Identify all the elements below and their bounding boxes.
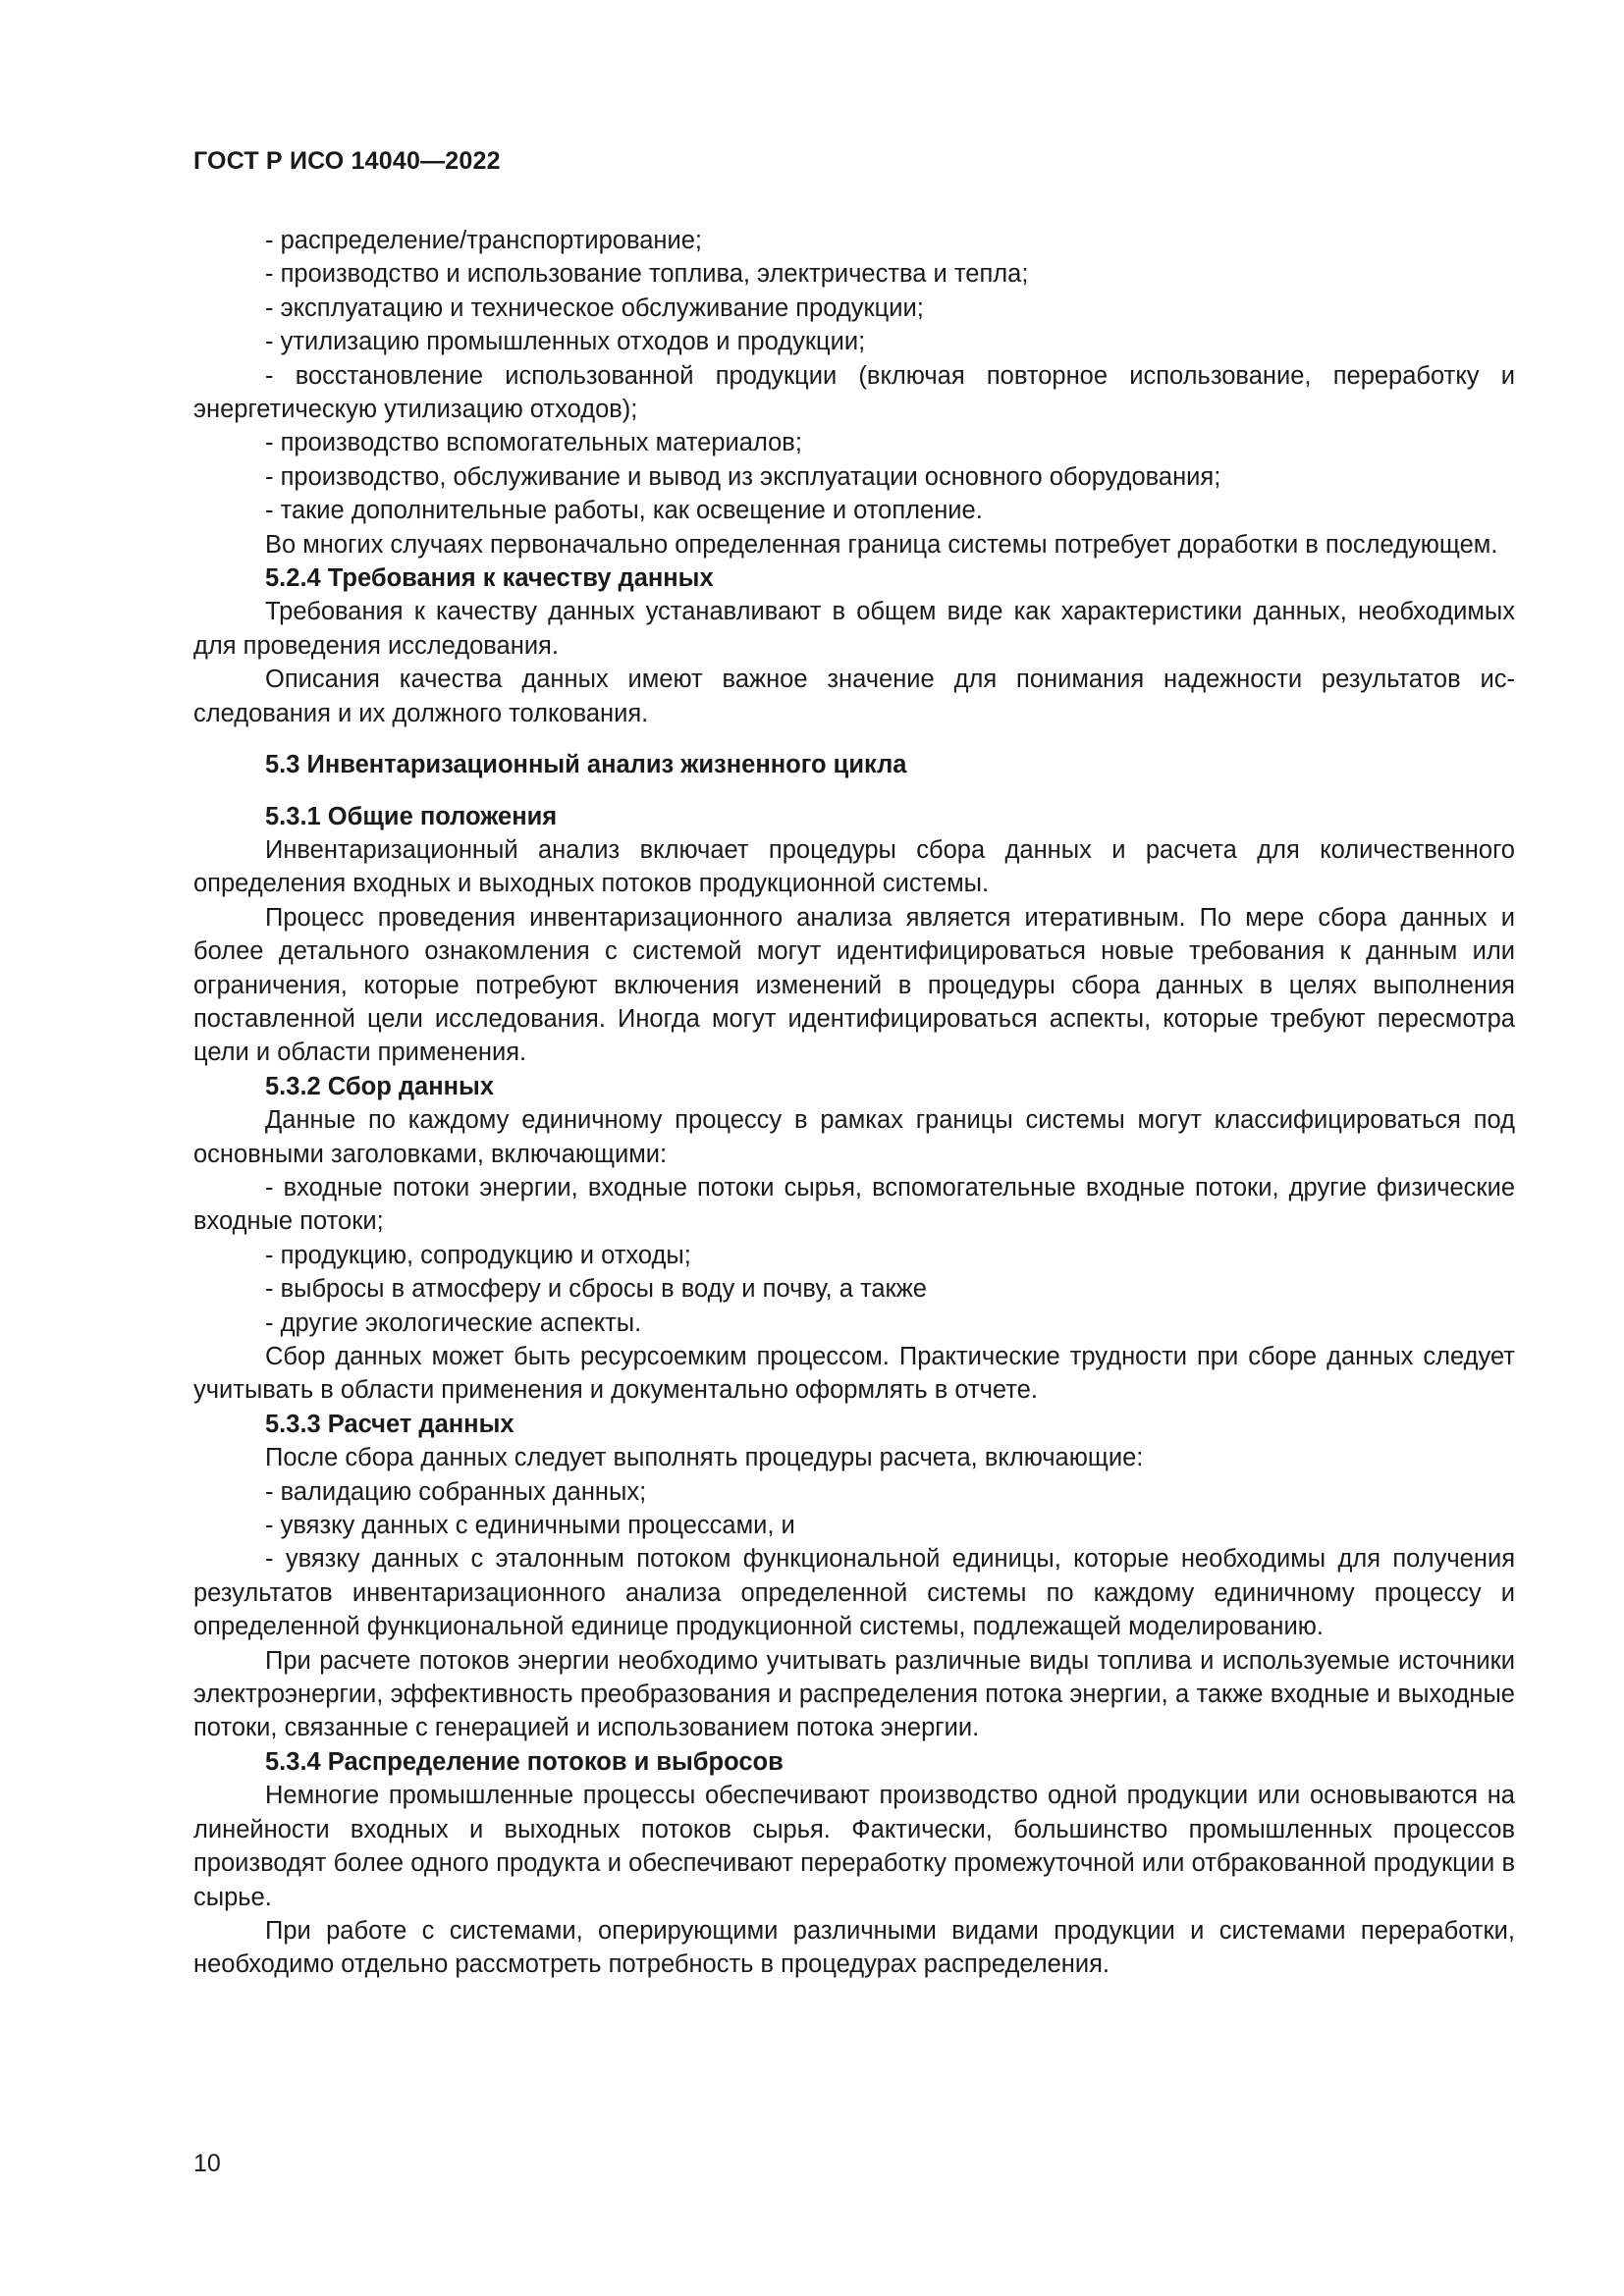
list-item: - утилизацию промышленных отходов и продукции; xyxy=(265,328,866,356)
section-heading-5-3: 5.3 Инвентаризационный анализ жизненного цикла xyxy=(265,751,907,779)
paragraph: Процесс проведения инвентаризационного анализа является итеративным. По мере сбора данных и более детального ознакомления с системой могут идентифицироваться новые требования к данным или ограничения, которые потребуют включения изменений в процедуры сбора данных в целях выполнения поставленной цели исследования. Иногда могут идентифицироваться аспекты, которые требуют пересмотра цели и области применения. xyxy=(193,903,1515,1067)
paragraph: Инвентаризационный анализ включает процедуры сбора данных и расчета для количественного определения входных и выходных потоков продукционной системы. xyxy=(193,835,1515,898)
list-item: - восстановление использованной продукции (включая повторное использование, переработку и энергетическую утилизацию отходов); xyxy=(193,361,1515,424)
list-item: - производство и использование топлива, электричества и тепла; xyxy=(265,260,1029,289)
paragraph: Сбор данных может быть ресурсоемким процессом. Практические трудности при сборе данных следует учитывать в области применения и документально оформлять в отчете. xyxy=(193,1343,1515,1405)
document-body xyxy=(193,224,1515,1982)
paragraph: Во многих случаях первоначально определенная граница системы потребует доработки в последующем. xyxy=(265,530,1498,559)
section-heading-5-3-4: 5.3.4 Распределение потоков и выбросов xyxy=(265,1747,784,1776)
list-item: - выбросы в атмосферу и сбросы в воду и почву, а также xyxy=(265,1275,927,1304)
list-item: - входные потоки энергии, входные потоки сырья, вспомогательные входные потоки, другие физические входные потоки; xyxy=(193,1173,1515,1236)
paragraph: После сбора данных следует выполнять процедуры расчета, включающие: xyxy=(265,1444,1144,1472)
paragraph: При работе с системами, оперирующими различными видами продукции и системами переработки, необходимо отдельно рассмотреть потребность в процедурах распределения. xyxy=(193,1916,1515,1979)
paragraph: Требования к качеству данных устанавливают в общем виде как характеристики данных, необходимых для проведения исследования. xyxy=(193,598,1515,660)
paragraph: Описания качества данных имеют важное значение для понимания надежности результатов исследования и их должного толкования. xyxy=(193,666,1515,727)
list-item: - производство, обслуживание и вывод из эксплуатации основного оборудования; xyxy=(265,462,1221,491)
list-item: - распределение/транспортирование; xyxy=(265,227,702,254)
list-item: - продукцию, сопродукцию и отходы; xyxy=(265,1241,691,1269)
list-item: - эксплуатацию и техническое обслуживание продукции; xyxy=(265,294,924,322)
paragraph: Данные по каждому единичному процессу в рамках границы системы могут классифицироваться под основными заголовками, включающими: xyxy=(193,1106,1515,1168)
list-item: - увязку данных с эталонным потоком функциональной единицы, которые необходимы для получения результатов инвентаризационного анализа определенной системы по каждому единичному процессу и определенной функциональной единице продукционной системы, подлежащей моделированию. xyxy=(193,1545,1515,1641)
document-header: ГОСТ Р ИСО 14040—2022 xyxy=(193,147,501,175)
section-heading-5-3-2: 5.3.2 Сбор данных xyxy=(265,1072,494,1100)
paragraph: При расчете потоков энергии необходимо учитывать различные виды топлива и используемые источники электроэнергии, эффективность преобразования и распределения потока энергии, а также входные и выходные потоки, связанные с генерацией и использованием потока энергии. xyxy=(193,1646,1515,1742)
section-heading-5-3-1: 5.3.1 Общие положения xyxy=(265,802,558,830)
page-number: 10 xyxy=(193,2150,221,2177)
list-item: - валидацию собранных данных; xyxy=(265,1477,647,1506)
paragraph: Немногие промышленные процессы обеспечивают производство одной продукции или основываются на линейности входных и выходных потоков сырья. Фактически, большинство промышленных процессов производят более одного продукта и обеспечивают переработку промежуточной или отбракованной продукции в сырье. xyxy=(193,1782,1515,1911)
section-heading-5-3-3: 5.3.3 Расчет данных xyxy=(265,1410,514,1438)
list-item: - другие экологические аспекты. xyxy=(265,1308,642,1337)
list-item: - такие дополнительные работы, как освещение и отопление. xyxy=(265,497,983,525)
section-heading-5-2-4: 5.2.4 Требования к качеству данных xyxy=(265,564,714,593)
list-item: - производство вспомогательных материалов; xyxy=(265,429,802,457)
list-item: - увязку данных с единичными процессами, и xyxy=(265,1512,795,1540)
